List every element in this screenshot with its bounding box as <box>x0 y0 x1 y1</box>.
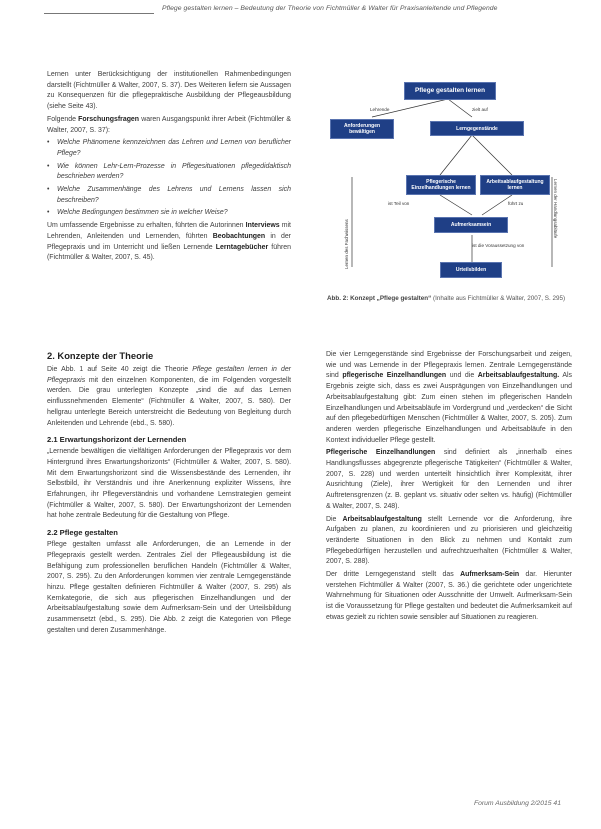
right-column <box>326 350 572 626</box>
intro-paragraph: Lernen unter Berücksichtigung der institutionellen Rahmenbedingungen darstellt (Fichtmüller & Walter, 2007, S. 37). Des Weiteren liefern sie Aussagen zu Konsequenzen für die pflegepraktische Ausbildung der Pflegeausbildung (siehe Seite 43). <box>47 71 291 111</box>
question-item: • Wie können Lehr-Lern-Prozesse in Pflegesituationen pflegedidaktisch beschrieben werden? <box>47 162 291 183</box>
aufmerksam-paragraph <box>326 570 572 624</box>
box-anforderungen: Anforderungen bewältigen <box>330 119 394 139</box>
text-span: Der dritte Lerngegenstand stellt das <box>326 571 461 579</box>
text-span: Die vier Lerngegenstände sind Ergebnisse der Forschungsarbeit und zeigen, wie und was Lernende in der Pflegepraxis lernen. Zentrale Lerngegenstände sind <box>326 351 572 380</box>
text-span: Folgende <box>47 115 79 123</box>
caption-rest: (Inhalte aus Fichtmüller & Walter, 2007, S. 295) <box>431 295 566 302</box>
text-span: waren Ausgangspunkt ihrer Arbeit (Fichtmüller & Walter, 2007, S. 37): <box>47 115 291 134</box>
subsection-2-1-paragraph: „Lernende bewältigen die vielfältigen Anforderungen der Pflegepraxis vor dem Hintergrund ihres Erwartungshorizonts“ (Fichtmüller & Walter, 2007, S. 580). Mit dem Erwartungshorizont sind die Wissensbestände des Lernenden, ihr Selbstbild, ihr Verständnis und ihre Anerkennung expliziter Wissens, ihre Erfahrungen, ihr Pflegeverständnis und vorhandene Lernstrategien gemeint (Fichtmüller & Walter, 2007, S. 580). Der Erwartungshorizont der Lernenden hat hohe zentrale Bedeutung für die Gestaltung von Pflege. <box>47 448 291 520</box>
figure-caption <box>327 294 573 303</box>
page-footer: Forum Ausbildung 2/2015 41 <box>473 800 561 807</box>
bold-arbeitsablaufgestaltung: Arbeitsablaufgestaltung <box>342 515 422 523</box>
bold-arbeitsablauf: Arbeitsablaufgestaltung. <box>477 372 560 380</box>
label-lehrende: Lehrende <box>370 107 390 112</box>
text-span: Als Ergebnis zeigte sich, dass es zwei Ausprägungen von Einzelhandlungen und Arbeitsablaufgestaltung gibt: Zum einen stehen im pflegerischen Handeln Einzelhandlungen und Arbeitsabläufe im Vordergrund und „verdecken“ die Sicht auf den pflegebedürftigen Menschen (Fichtmüller & Walter, 2007, S. 205). Zum anderen werden pflegerische Einzelhandlungen und Arbeitsabläufe in den Kontext individueller Pflege gestellt. <box>326 372 572 444</box>
text-span: führen (Fichtmüller & Walter, 2007, S. 45). <box>47 243 291 262</box>
section2-paragraph <box>47 365 291 429</box>
label-zielt-auf: zielt auf <box>472 107 488 112</box>
label-fuehrt-zu: führt zu <box>508 201 524 206</box>
text-span: dar. Hierunter verstehen Fichtmüller & Walter (2007, S. 36.) die gerichtete oder ungerichtete Wahrnehmung für Situationen oder Ausschnitte der Umwelt. Aufmerksam-Sein ist die Voraussetzung für Pflege gestalten und bedeutet die Aufmerksamkeit auf etwas gezielt zu richten sowie sensibler auf Situationen zu reagieren. <box>326 571 572 621</box>
box-lerngegenstaende: Lerngegenstände <box>430 121 524 136</box>
section-heading: 2. Konzepte der Theorie <box>47 350 154 361</box>
concept-diagram <box>322 77 574 289</box>
bold-einzelhandlungen: pflegerische Einzelhandlungen <box>342 372 447 380</box>
diagram-title-box: Pflege gestalten lernen <box>404 82 496 100</box>
label-voraussetzung: ist die Voraussetzung von <box>472 243 525 248</box>
arbeitsablauf-paragraph <box>326 515 572 569</box>
bold-lerntagebuecher: Lerntagebücher <box>215 243 269 251</box>
vertical-label-left: Lernen des Fachwissens <box>344 219 349 269</box>
subsection-heading-2-2: 2.2 Pflege gestalten <box>47 528 118 538</box>
header-rule <box>44 13 154 14</box>
bold-interviews: Interviews <box>245 222 280 230</box>
italic-theory-title: Pflege gestalten lernen in der Pflegepraxis <box>47 366 291 384</box>
label-ist-teil-von: ist Teil von <box>388 201 410 206</box>
box-aufmerksamsein: Aufmerksamsein <box>434 217 508 233</box>
caption-bold: Abb. 2: Konzept „Pflege gestalten“ <box>327 295 432 302</box>
bold-aufmerksam-sein: Aufmerksam-Sein <box>460 571 520 579</box>
question-item: • Welche Bedingungen bestimmen sie in welcher Weise? <box>47 208 291 219</box>
question-item: • Welche Phänomene kennzeichnen das Lehren und Lernen von beruflicher Pflege? <box>47 138 291 159</box>
left-column-top <box>47 70 291 266</box>
running-title: Pflege gestalten lernen – Bedeutung der Theorie von Fichtmüller & Walter für Praxisanleitende und Pflegende <box>162 5 498 12</box>
box-einzelhandlungen: Pflegerische Einzelhandlungen lernen <box>406 175 476 195</box>
text-span: Die Abb. 1 auf Seite 40 zeigt die Theorie <box>47 366 193 373</box>
einzelhandlungen-paragraph <box>326 448 572 512</box>
subsection-heading-2-1: 2.1 Erwartungshorizont der Lernenden <box>47 435 187 445</box>
text-span: mit den einzelnen Komponenten, die im Folgenden vorgestellt werden. Die grau unterlegten Konzepte „sind die auf das Lernen einflussnehmenden Elemente“ (Fichtmüller & Walter, 2007, S. 580). Der hellgrau unterlegte Bereich unterstreicht die Bedeutung von Begleitung durch Anleitenden und Lehrende (ebd., S. 580). <box>47 376 291 427</box>
text-span: und die <box>446 372 478 380</box>
box-arbeitsablauf: Arbeitsablaufgestaltung lernen <box>480 175 550 195</box>
text-span: in der Pflegepraxis und im Unterricht und ließen Lernende <box>47 232 291 251</box>
methods-paragraph <box>47 221 291 264</box>
subsection-2-2-paragraph: Pflege gestalten umfasst alle Anforderungen, die an Lernende in der Pflegepraxis gestellt werden. Zentrales Ziel der Pflegeausbildung ist die Befähigung zum professionellen beruflichen Handeln (Fichtmüller & Walter, 2007, S. 295). Zu den Anforderungen kommen vier zentrale Lerngegenstände hinzu. Pflege gestalten definieren Fichtmüller & Walter (2007, S. 295) als Kernkategorie, die sich aus pflegerischen Einzelhandlungen und der Arbeitsablaufgestaltung sowie dem Aufmerksam-Sein und der Urteilsbildung zusammensetzt (ebd., S. 295). Die Abb. 2 zeigt die Kategorien von Pflege gestalten und deren Zusammenhänge. <box>47 541 291 634</box>
left-column-bottom <box>47 350 291 638</box>
text-span: mit Lehrenden, Anleitenden und Lernenden, führten <box>47 222 291 240</box>
vertical-label-right: Lernen der Handlungsabläufe <box>553 179 558 239</box>
research-questions-intro <box>47 115 291 136</box>
bold-pflegerische-einzelhandlungen: Pflegerische Einzelhandlungen <box>326 449 436 457</box>
lerngegenstaende-paragraph <box>326 350 572 446</box>
text-span: Die <box>326 515 343 523</box>
bold-forschungsfragen: Forschungsfragen <box>78 115 140 123</box>
bold-beobachtungen: Beobachtungen <box>212 232 266 240</box>
text-span: Um umfassende Ergebnisse zu erhalten, führten die Autorinnen <box>47 222 246 230</box>
text-span: stellt Lernende vor die Anforderung, ihre Aufgaben zu planen, zu koordinieren und zu priorisieren und gleichzeitig veränderte Situationen in den Blick zu nehmen und Kontakt zum Pflegebedürftigen herzustellen und aufrechtzuerhalten (Fichtmüller & Walter, 2007, S. 288). <box>326 515 572 566</box>
box-urteilsbilden: Urteilsbilden <box>440 262 502 278</box>
question-item: • Welche Zusammenhänge des Lehrens und Lernens lassen sich beschreiben? <box>47 185 291 206</box>
text-span: sind definiert als „innerhalb eines Handlungsflusses abgegrenzte pflegerische Tätigkeiten“ (Fichtmüller & Walter, 2007, S. 228) und werden unterteilt hinsichtlich ihrer Komplexität, ihrer Ausrichtung (Ziele), ihrer Wertigkeit für den Lernenden und ihrer Auftretensgrenzen (z. B. geplant vs. situativ oder selten vs. häufig) (Fichtmüller & Walter, 2007, S. 248). <box>326 449 572 510</box>
